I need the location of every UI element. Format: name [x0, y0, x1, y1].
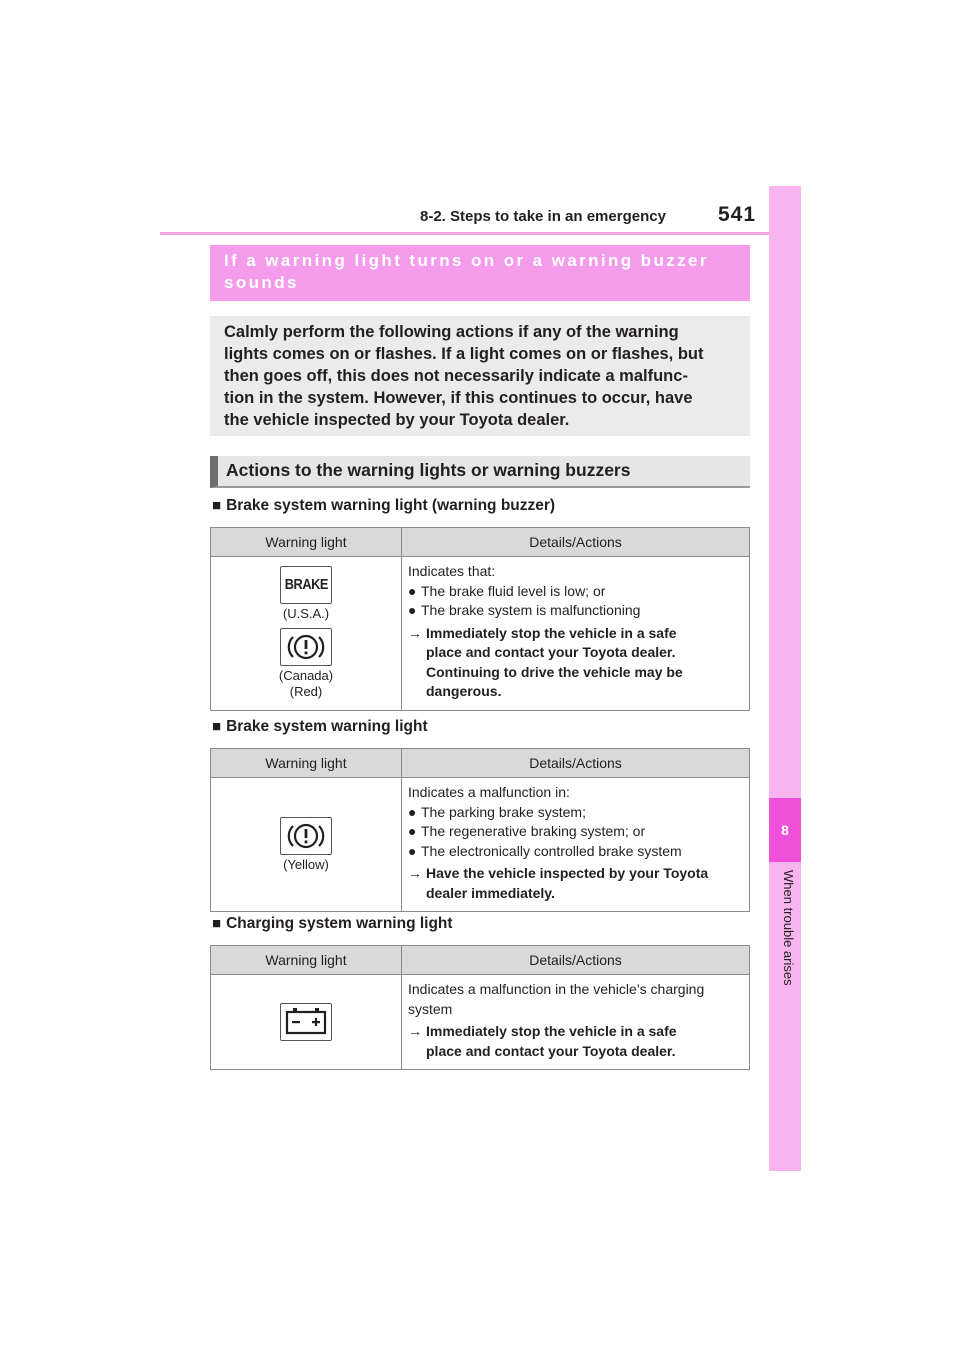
bullet-icon: ● — [408, 582, 417, 599]
header-section-title: 8-2. Steps to take in an emergency — [420, 208, 666, 225]
bullet-text: The brake system is malfunctioning — [421, 602, 641, 618]
action-text — [426, 1022, 677, 1061]
detail-bullet — [408, 803, 743, 823]
square-bullet-icon: ■ — [212, 497, 222, 514]
warning-table-brake-buzzer — [210, 527, 750, 711]
table-heading-brake — [212, 718, 428, 736]
color-caption: (Yellow) — [283, 856, 329, 872]
table-heading-text: Brake system warning light — [226, 718, 428, 735]
battery-icon — [280, 1003, 332, 1041]
warning-light-cell — [211, 778, 402, 912]
detail-bullet — [408, 822, 743, 842]
table-heading-brake-buzzer — [212, 497, 555, 515]
detail-bullet — [408, 842, 743, 862]
arrow-icon: → — [408, 865, 422, 881]
arrow-icon: → — [408, 1023, 422, 1039]
chapter-label: When trouble arises — [781, 870, 796, 986]
bullet-text: The brake fluid level is low; or — [421, 582, 606, 599]
intro-line: then goes off, this does not necessarily indicate a malfunc- — [224, 367, 688, 385]
section-heading: Actions to the warning lights or warning buzzers — [210, 456, 750, 488]
topic-banner — [210, 245, 750, 301]
header-divider — [160, 232, 769, 235]
warning-table-charging — [210, 945, 750, 1070]
intro-line: lights comes on or flashes. If a light comes on or flashes, but — [224, 345, 704, 363]
action-line: dangerous. — [426, 683, 502, 699]
exclamation-circle-icon — [280, 628, 332, 666]
intro-line: tion in the system. However, if this continues to occur, have — [224, 389, 693, 407]
action-line: place and contact your Toyota dealer. — [426, 1042, 676, 1059]
brake-warning-icon — [280, 566, 332, 604]
details-cell — [402, 778, 750, 912]
action-instruction — [408, 864, 743, 903]
intro-note — [210, 316, 750, 436]
table-heading-text: Brake system warning light (warning buzzer) — [226, 497, 556, 514]
region-caption: (U.S.A.) — [282, 606, 330, 622]
action-line: Continuing to drive the vehicle may be — [426, 663, 683, 680]
column-header-details: Details/Actions — [402, 749, 750, 778]
bullet-text: The parking brake system; — [421, 803, 586, 820]
action-line: Have the vehicle inspected by your Toyota — [426, 865, 709, 881]
arrow-icon: → — [408, 624, 422, 641]
detail-bullet — [408, 582, 743, 602]
square-bullet-icon: ■ — [212, 718, 222, 735]
page-number: 541 — [718, 203, 757, 226]
warning-table-brake — [210, 748, 750, 912]
action-text — [426, 864, 708, 903]
column-header-details: Details/Actions — [402, 528, 750, 557]
details-cell — [402, 975, 750, 1070]
details-intro: Indicates that: — [408, 563, 496, 579]
action-line: dealer immediately. — [426, 884, 555, 901]
column-header-light: Warning light — [211, 946, 402, 975]
details-intro: Indicates a malfunction in: — [408, 784, 570, 800]
color-caption: (Red) — [289, 684, 323, 700]
brake-icon-text: BRAKE — [284, 576, 328, 594]
intro-line: Calmly perform the following actions if any of the warning — [224, 323, 679, 341]
column-header-light: Warning light — [211, 749, 402, 778]
region-caption: (Canada) — [278, 668, 334, 684]
warning-light-cell — [211, 975, 402, 1070]
exclamation-circle-icon — [280, 817, 332, 855]
bullet-text: The electronically controlled brake system — [421, 842, 682, 859]
details-intro: system — [408, 1000, 453, 1017]
intro-line: the vehicle inspected by your Toyota dealer. — [224, 411, 570, 429]
bullet-icon: ● — [408, 823, 417, 839]
detail-bullet — [408, 601, 743, 621]
chapter-number-tab: 8 — [769, 798, 801, 862]
bullet-icon: ● — [408, 803, 417, 820]
action-instruction — [408, 1022, 743, 1061]
action-line: Immediately stop the vehicle in a safe — [426, 624, 677, 641]
table-heading-charging — [212, 915, 453, 933]
action-instruction — [408, 624, 743, 702]
action-text — [426, 624, 683, 702]
square-bullet-icon: ■ — [212, 915, 222, 932]
table-heading-text: Charging system warning light — [226, 915, 453, 932]
bullet-text: The regenerative braking system; or — [421, 823, 646, 839]
warning-light-cell — [211, 557, 402, 711]
details-intro: Indicates a malfunction in the vehicle’s charging — [408, 981, 705, 997]
action-line: Immediately stop the vehicle in a safe — [426, 1023, 677, 1039]
details-cell — [402, 557, 750, 711]
action-line: place and contact your Toyota dealer. — [426, 644, 676, 660]
bullet-icon: ● — [408, 842, 417, 859]
banner-title-line: If a warning light turns on or a warning buzzer — [224, 251, 709, 270]
column-header-details: Details/Actions — [402, 946, 750, 975]
banner-title-line: sounds — [224, 273, 299, 292]
bullet-icon: ● — [408, 602, 417, 618]
column-header-light: Warning light — [211, 528, 402, 557]
